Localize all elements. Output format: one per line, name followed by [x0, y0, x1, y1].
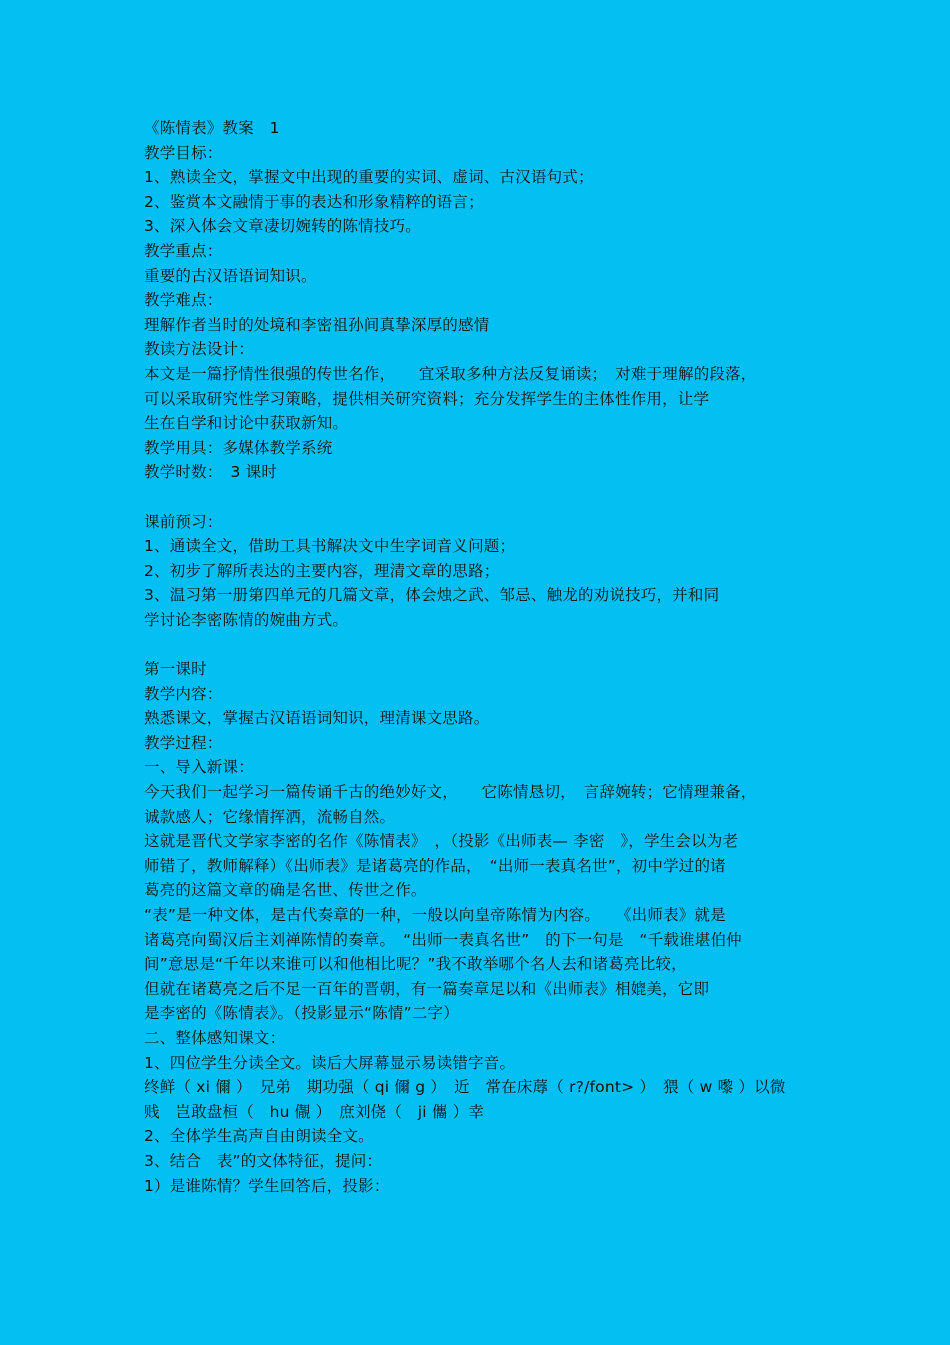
text-line: 本文是一篇抒情性很强的传世名作， 宜采取多种方法反复诵读； 对难于理解的段落，: [144, 364, 757, 383]
text-line: 3、温习第一册第四单元的几篇文章，体会烛之武、邹忌、触龙的劝说技巧，并和同: [144, 586, 720, 605]
text-line: 教学重点：: [144, 241, 223, 260]
text-line: 教读方法设计：: [144, 340, 254, 359]
text-line: 这就是晋代文学家李密的名作《陈情表》 ，（投影《出师表— 李密 》，学生会以为老: [144, 832, 739, 851]
text-line: 3、结合 表”的文体特征，提问：: [144, 1151, 383, 1170]
document-page: [144, 116, 824, 1198]
text-line: 师错了，教师解释）《出师表》是诸葛亮的作品， “出师一表真名世”，初中学过的诸: [144, 856, 726, 875]
text-line: 间”意思是“千年以来谁可以和他相比呢？”我不敢举哪个名人去和诸葛亮比较，: [144, 955, 687, 974]
text-line: 生在自学和讨论中获取新知。: [144, 414, 349, 433]
text-line: 贱 岂敢盘桓（ hu 儬 ） 庶刘侥（ ji 儶 ）幸: [144, 1102, 485, 1121]
text-line: 2、鉴赏本文融情于事的表达和形象精粹的语言；: [144, 192, 484, 211]
text-line: 但就在诸葛亮之后不足一百年的晋朝，有一篇奏章足以和《出师表》相媲美，它即: [144, 979, 710, 998]
text-line: “表”是一种文体，是古代奏章的一种，一般以向皇帝陈情为内容。 《出师表》就是: [144, 906, 726, 924]
text-line: 3、深入体会文章凄切婉转的陈情技巧。: [144, 217, 421, 236]
text-line: 诚款感人；它缘情挥洒，流畅自然。: [144, 807, 396, 826]
text-line: 教学难点：: [144, 291, 223, 310]
text-line: 学讨论李密陈情的婉曲方式。: [144, 610, 349, 629]
blank-line: [144, 485, 824, 510]
text-line: 熟悉课文，掌握古汉语语词知识，理清课文思路。: [144, 709, 490, 728]
text-line: 1）是谁陈情？学生回答后，投影：: [144, 1176, 390, 1195]
text-line: 教学目标：: [144, 143, 223, 162]
text-line: 1、通读全文，借助工具书解决文中生字词音义问题；: [144, 537, 516, 556]
text-line: 2、初步了解所表达的主要内容，理清文章的思路；: [144, 561, 500, 580]
text-line: 今天我们一起学习一篇传诵千古的绝妙好文， 它陈情恳切， 言辞婉转；它情理兼备，: [144, 783, 757, 802]
blank-line: [144, 632, 824, 657]
text-line: 二、整体感知课文：: [144, 1028, 286, 1047]
text-line: 教学用具：多媒体教学系统: [144, 438, 333, 457]
text-line: 课前预习：: [144, 512, 223, 531]
text-line: 教学时数： 3 课时: [144, 463, 278, 482]
text-line: 重要的古汉语语词知识。: [144, 266, 317, 285]
text-line: 一、导入新课：: [144, 758, 254, 777]
text-line: 第一课时: [144, 660, 207, 679]
text-line: 葛亮的这篇文章的确是名世、传世之作。: [144, 881, 427, 900]
text-line: 教学过程：: [144, 733, 223, 752]
text-line: 诸葛亮向蜀汉后主刘禅陈情的奏章。 “出师一表真名世” 的下一句是 “千载谁堪伯仲: [144, 930, 742, 949]
text-line: 教学内容：: [144, 684, 223, 703]
text-line: 2、全体学生高声自由朗读全文。: [144, 1127, 374, 1146]
text-line: 1、熟读全文，掌握文中出现的重要的实词、虚词、古汉语句式；: [144, 168, 594, 187]
text-line: 1、四位学生分读全文。读后大屏幕显示易读错字音。: [144, 1053, 516, 1072]
text-line: 是李密的《陈情表》。（投影显示“陈情”二字）: [144, 1004, 459, 1023]
text-line: 终鲜（ xi 儞 ） 兄弟 期功强（ qi 儞 g ） 近 常在床蓐（ r?/font> ） 猥（ w 嚟 ）以微: [144, 1078, 786, 1097]
text-line: 《陈情表》教案 1: [144, 119, 280, 137]
text-line: 可以采取研究性学习策略，提供相关研究资料；充分发挥学生的主体性作用，让学: [144, 389, 710, 408]
text-line: 理解作者当时的处境和李密祖孙间真挚深厚的感情: [144, 315, 490, 334]
